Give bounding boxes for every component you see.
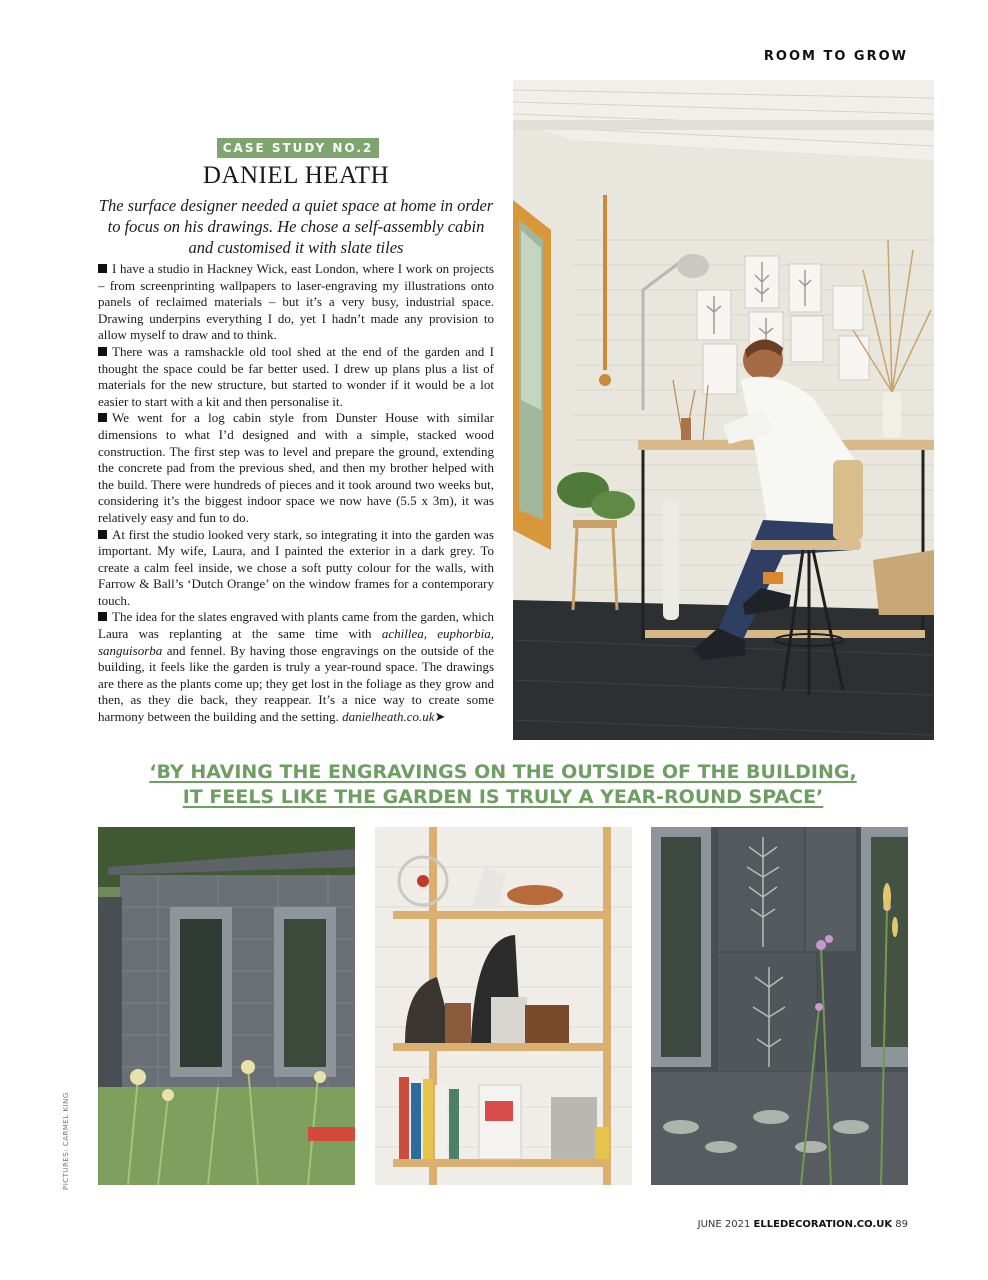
paragraph: We went for a log cabin style from Dunster House with similar dimensions to what I’d designed and with a simple, stacked wood construction. The first step was to level and prepare the ground, extending the concrete pad from the previous shed, and then my brother helped with the build. There were hundreds of pieces and it took around two weeks but, considering it’s the biggest indoor space we now have (5.5 x 3m), it was relatively easy and fun to do. [98,410,494,525]
photo-engraved-slate [651,827,908,1185]
case-study-badge: CASE STUDY NO.2 [217,138,379,158]
pull-quote-line: IT FEELS LIKE THE GARDEN IS TRULY A YEAR-ROUND SPACE’ [182,786,824,808]
article-body [98,261,494,726]
bullet-square-icon [98,413,107,422]
website-link[interactable]: danielheath.co.uk [342,709,435,725]
end-arrow-icon: ➤ [434,709,446,725]
paragraph: At first the studio looked very stark, so integrating it into the garden was important. My wife, Laura, and I painted the exterior in a dark grey. To create a calm feel inside, we chose a soft putty colour for the walls, with Farrow & Ball’s ‘Dutch Orange’ on the window frames for a contemporary touch. [98,526,494,608]
hero-photo-studio [513,80,934,740]
bullet-square-icon [98,347,107,356]
bullet-square-icon [98,264,107,273]
website: ELLEDECORATION.CO.UK [753,1219,893,1230]
section-label: ROOM TO GROW [763,49,908,64]
paragraph: There was a ramshackle old tool shed at the end of the garden and I thought the space could be far better used. I drew up plans plus a list of materials for the new structure, but started to wonder if it would be a lot easier to start with a kit and then personalise it. [98,343,494,409]
pull-quote-line: ‘BY HAVING THE ENGRAVINGS ON THE OUTSIDE OF THE BUILDING, [149,761,857,783]
designer-name: DANIEL HEATH [202,162,390,189]
bullet-square-icon [98,530,107,539]
photo-shelves [375,827,632,1185]
issue-date: JUNE 2021 [697,1219,751,1230]
page-footer [698,1219,908,1230]
page-number: 89 [895,1219,908,1230]
photo-credit: PICTURES: CARMEL KING [62,1092,70,1190]
paragraph: I have a studio in Hackney Wick, east London, where I work on projects – from screenprinting wallpapers to laser-engraving my illustrations onto panels of reclaimed materials – but it’s a very busy, industrial space. Drawing underpins everything I do, yet I hadn’t made any provision to allow myself to draw and to think. [98,261,494,343]
plant-names: achillea, euphorbia, sanguisorba [98,626,494,658]
pull-quote [98,760,908,810]
paragraph: The idea for the slates engraved with plants came from the garden, which Laura was replanting at the same time with achillea, euphorbia, sanguisorba and fennel. By having those engravings on the outside of the building, it feels like the garden is truly a year-round space. The drawings are there as the plants come up; they get lost in the foliage as they grow and then, as they die back, they reappear. It’s a nice way to create some harmony between the building and the setting. danielheath.co.uk➤ [98,609,494,725]
standfirst: The surface designer needed a quiet space at home in order to focus on his drawings. He chose a self-assembly cabin and customised it with slate tiles [98,196,494,257]
bullet-square-icon [98,612,107,621]
photo-cabin-exterior [98,827,355,1185]
